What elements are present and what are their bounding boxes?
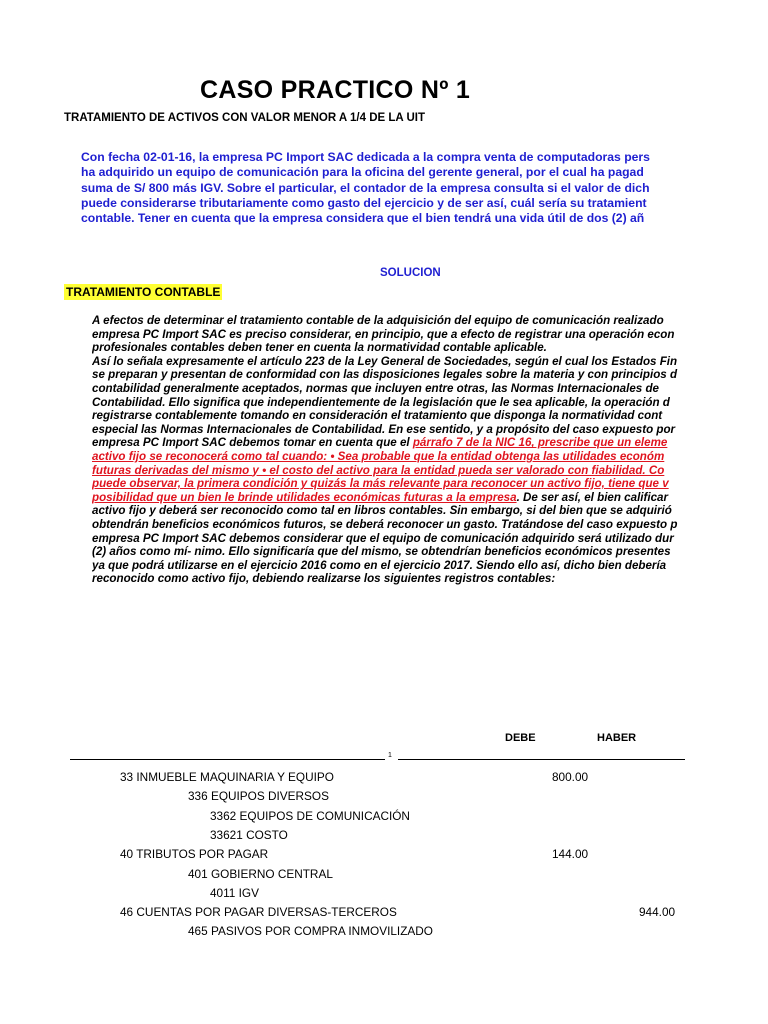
body-line — [92, 396, 768, 410]
body-line — [92, 504, 768, 518]
account-row — [188, 867, 333, 881]
entry-number: 1 — [388, 752, 392, 759]
body-text: activo fijo y deberá ser reconocido como tal en libros contables. Sin embargo, si del bien que se adquirió — [92, 504, 672, 518]
body-text: contabilidad generalmente aceptados, normas que incluyen entre otras, las Normas Internacionales de — [92, 381, 659, 395]
highlighted-text: puede observar, la primera condición y quizás la más relevante para reconocer un activo fijo, tiene que v — [92, 477, 669, 491]
body-line — [92, 559, 768, 573]
account-code: 33621 — [210, 827, 243, 842]
intro-line: suma de S/ 800 más IGV. Sobre el particular, el contador de la empresa consulta si el valor de dich — [81, 180, 650, 195]
body-line — [92, 545, 768, 559]
body-line — [92, 477, 768, 491]
body-text: reconocido como activo fijo, debiendo realizarse los siguientes registros contables: — [92, 572, 556, 586]
debe-amount: 144.00 — [552, 847, 589, 862]
body-line — [92, 464, 768, 478]
account-name: PASIVOS POR COMPRA INMOVILIZADO — [207, 924, 433, 939]
intro-line: Con fecha 02-01-16, la empresa PC Import SAC dedicada a la compra venta de computadoras pers — [81, 150, 650, 164]
account-name: IGV — [235, 885, 259, 900]
account-code: 465 — [188, 924, 208, 939]
account-name: COSTO — [242, 827, 288, 842]
body-text: especial las Normas Internacionales de Contabilidad. En ese sentido, y a propósito del caso expuesto por — [92, 422, 676, 436]
account-name: EQUIPOS DIVERSOS — [207, 789, 329, 804]
solution-body — [92, 314, 768, 586]
account-code: 40 — [120, 847, 134, 862]
account-name: EQUIPOS DE COMUNICACIÓN — [236, 808, 410, 823]
account-name: INMUEBLE MAQUINARIA Y EQUIPO — [133, 770, 334, 784]
body-text: (2) años como mí- nimo. Ello significaría que del mismo, se obtendrían beneficios económicos presentes — [92, 545, 671, 559]
account-row — [120, 905, 397, 919]
account-name: GOBIERNO CENTRAL — [207, 866, 333, 881]
body-text: Así lo señala expresamente el artículo 223 de la Ley General de Sociedades, según el cual los Estados Fin — [92, 354, 678, 368]
haber-header: HABER — [597, 732, 637, 744]
body-line — [92, 409, 768, 423]
body-line — [92, 423, 768, 437]
body-line — [92, 314, 768, 328]
account-name: TRIBUTOS POR PAGAR — [133, 847, 269, 862]
intro-line: ha adquirido un equipo de comunicación para la oficina del gerente general, por el cual ha pagad — [81, 165, 644, 180]
body-line — [92, 450, 768, 464]
haber-amount: 944.00 — [639, 905, 676, 920]
body-line — [92, 532, 768, 546]
account-row — [188, 789, 329, 803]
case-statement — [81, 150, 768, 226]
highlighted-text: activo fijo se reconocerá como tal cuando: • Sea probable que la entidad obtenga las utilidades económ — [92, 449, 665, 463]
body-line — [92, 341, 768, 355]
entry-divider-right — [398, 759, 685, 760]
account-code: 3362 — [210, 808, 237, 823]
body-text: obtendrán beneficios económicos futuros, se deberá reconocer un gasto. Tratándose del caso expuesto p — [92, 517, 678, 531]
case-subtitle: TRATAMIENTO DE ACTIVOS CON VALOR MENOR A 1/4 DE LA UIT — [64, 112, 425, 124]
solution-heading: SOLUCION — [380, 267, 441, 279]
account-code: 336 — [188, 789, 208, 804]
account-code: 4011 — [210, 885, 236, 900]
account-row — [210, 886, 259, 900]
body-line — [92, 518, 768, 532]
account-name: CUENTAS POR PAGAR DIVERSAS-TERCEROS — [133, 905, 397, 920]
account-row — [210, 828, 288, 842]
highlighted-text: futuras derivadas del mismo y • el costo del activo para la entidad pueda ser valorado con fiabilidad. Co — [92, 463, 665, 477]
body-text: A efectos de determinar el tratamiento contable de la adquisición del equipo de comunicación realizado — [92, 314, 664, 327]
body-text: . De ser así, el bien calificar — [516, 490, 669, 504]
debe-amount: 800.00 — [552, 770, 589, 784]
highlighted-text: posibilidad que un bien le brinde utilidades económicas futuras a la empresa — [92, 490, 517, 504]
body-text: empresa PC Import SAC es preciso considerar, en principio, que a efecto de registrar una operación econ — [92, 327, 675, 341]
body-line — [92, 355, 768, 369]
account-code: 46 — [120, 905, 134, 920]
account-code: 401 — [188, 866, 208, 881]
account-row — [188, 924, 433, 938]
body-line — [92, 436, 768, 450]
body-line — [92, 328, 768, 342]
account-row — [210, 809, 410, 823]
body-text: Contabilidad. Ello significa que independientemente de la legislación que le sea aplicable, la operación d — [92, 395, 670, 409]
account-row — [120, 770, 334, 784]
body-text: ya que podrá utilizarse en el ejercicio 2016 como en el ejercicio 2017. Siendo ello así, dicho bien debería — [92, 558, 667, 572]
body-line — [92, 382, 768, 396]
debe-header: DEBE — [505, 732, 536, 744]
intro-line: puede considerarse tributariamente como gasto del ejercicio y de ser así, cuál sería su tratamient — [81, 195, 647, 210]
body-text: empresa PC Import SAC debemos tomar en cuenta que el — [92, 436, 413, 450]
account-code: 33 — [120, 770, 134, 784]
body-line — [92, 491, 768, 505]
body-text: se preparan y presentan de conformidad con las disposiciones legales sobre la materia y con principios d — [92, 368, 678, 382]
body-line — [92, 572, 768, 586]
highlighted-text: párrafo 7 de la NIC 16, prescribe que un eleme — [412, 436, 668, 450]
body-text: empresa PC Import SAC debemos considerar que el equipo de comunicación adquirido será utilizado dur — [92, 531, 674, 545]
account-row — [120, 847, 268, 861]
page-title: CASO PRACTICO Nº 1 — [200, 76, 471, 104]
intro-line: contable. Tener en cuenta que la empresa considera que el bien tendrá una vida útil de dos (2) añ — [81, 211, 645, 226]
body-text: registrarse contablemente tomando en consideración el tratamiento que disponga la normatividad cont — [92, 409, 663, 423]
section-heading-accounting: TRATAMIENTO CONTABLE — [66, 285, 221, 299]
entry-divider-left — [70, 759, 385, 760]
body-line — [92, 368, 768, 382]
body-text: profesionales contables deben tener en cuenta la normatividad contable aplicable. — [92, 341, 547, 355]
